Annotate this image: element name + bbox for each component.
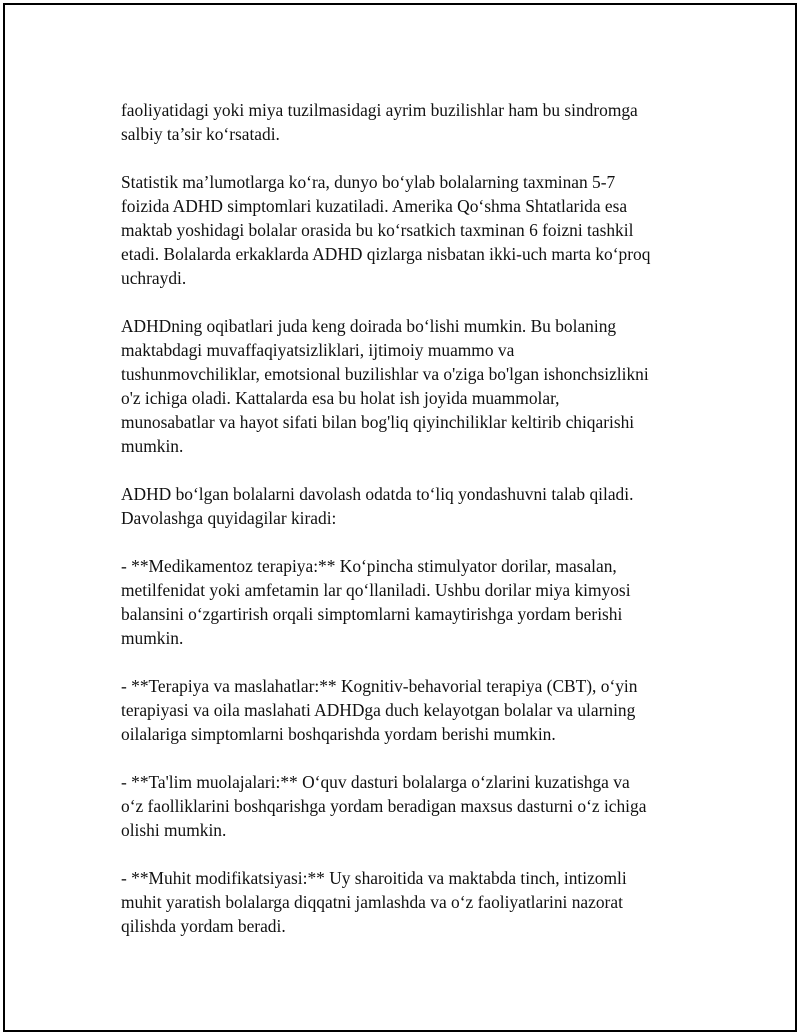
text-line: tushunmovchiliklar, emotsional buzilishlar va o'ziga bo'lgan ishonchsizlikni [121,364,649,384]
text-line: - **Ta'lim muolajalari:** O‘quv dasturi bolalarga o‘zlarini kuzatishga va [121,772,630,792]
text-line: olishi mumkin. [121,820,227,840]
paragraph-4 [121,482,711,530]
text-line: metilfenidat yoki amfetamin lar qo‘llaniladi. Ushbu dorilar miya kimyosi [121,580,631,600]
paragraph-7 [121,770,711,842]
text-line: o‘z faolliklarini boshqarishga yordam beradigan maxsus dasturni o‘z ichiga [121,796,647,816]
text-line: faoliyatidagi yoki miya tuzilmasidagi ayrim buzilishlar ham bu sindromga [121,100,638,120]
text-line: mumkin. [121,436,184,456]
text-line: ADHDning oqibatlari juda keng doirada bo‘lishi mumkin. Bu bolaning [121,316,617,336]
text-line: - **Medikamentoz terapiya:** Ko‘pincha stimulyator dorilar, masalan, [121,556,617,576]
text-line: qilishda yordam beradi. [121,916,286,936]
paragraph-8 [121,866,711,938]
text-line: maktabdagi muvaffaqiyatsizliklari, ijtimoiy muammo va [121,340,515,360]
text-line: munosabatlar va hayot sifati bilan bog'liq qiyinchiliklar keltirib chiqarishi [121,412,635,432]
text-line: Statistik ma’lumotlarga ko‘ra, dunyo bo‘ylab bolalarning taxminan 5-7 [121,172,616,192]
text-line: salbiy ta’sir ko‘rsatadi. [121,124,280,144]
text-line: uchraydi. [121,268,187,288]
paragraph-1 [121,98,711,146]
paragraph-5 [121,554,711,650]
text-line: etadi. Bolalarda erkaklarda ADHD qizlarga nisbatan ikki-uch marta ko‘proq [121,244,651,264]
text-line: Davolashga quyidagilar kiradi: [121,508,337,528]
text-line: - **Terapiya va maslahatlar:** Kognitiv-behavorial terapiya (CBT), o‘yin [121,676,638,696]
text-line: balansini o‘zgartirish orqali simptomlarni kamaytirishga yordam berishi [121,604,623,624]
text-line: oilalariga simptomlarni boshqarishda yordam berishi mumkin. [121,724,556,744]
text-line: ADHD bo‘lgan bolalarni davolash odatda to‘liq yondashuvni talab qiladi. [121,484,634,504]
text-line: muhit yaratish bolalarga diqqatni jamlashda va o‘z faoliyatlarini nazorat [121,892,623,912]
document-body [121,98,711,962]
page-frame [3,3,797,1032]
text-line: mumkin. [121,628,184,648]
text-line: terapiyasi va oila maslahati ADHDga duch kelayotgan bolalar va ularning [121,700,636,720]
paragraph-3 [121,314,711,458]
text-line: - **Muhit modifikatsiyasi:** Uy sharoitida va maktabda tinch, intizomli [121,868,627,888]
paragraph-2 [121,170,711,290]
text-line: o'z ichiga oladi. Kattalarda esa bu holat ish joyida muammolar, [121,388,560,408]
text-line: foizida ADHD simptomlari kuzatiladi. Amerika Qo‘shma Shtatlarida esa [121,196,628,216]
text-line: maktab yoshidagi bolalar orasida bu ko‘rsatkich taxminan 6 foizni tashkil [121,220,634,240]
paragraph-6 [121,674,711,746]
